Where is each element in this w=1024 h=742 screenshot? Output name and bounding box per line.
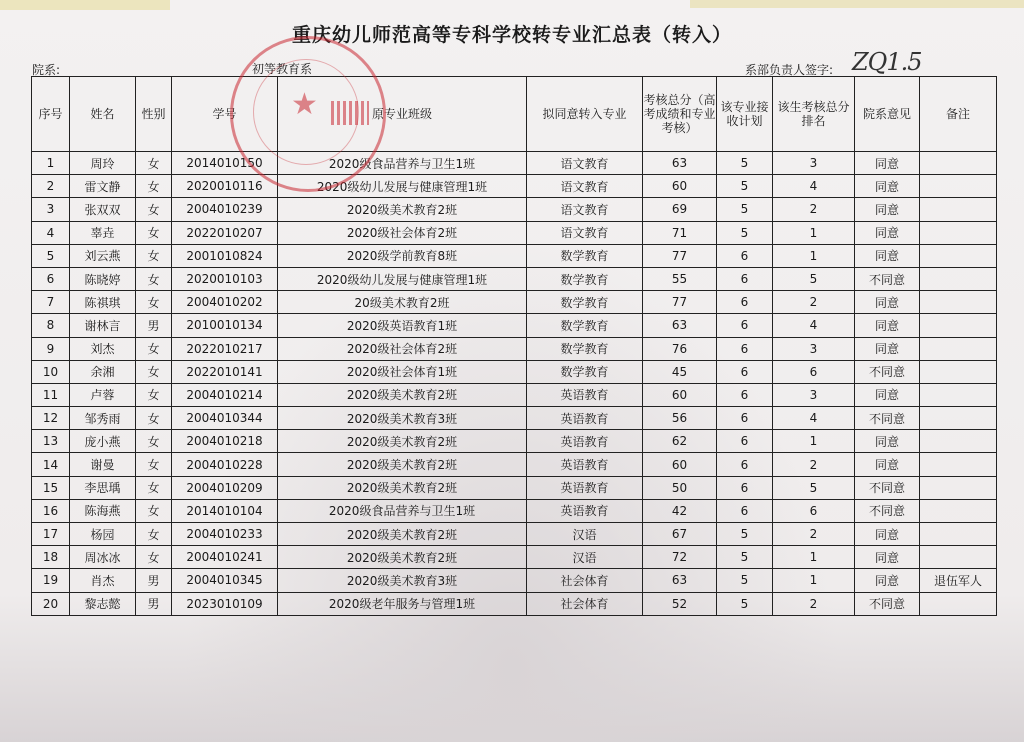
cell-gender: 女: [136, 267, 172, 290]
cell-student-id: 2010010134: [172, 314, 278, 337]
table-row: [32, 453, 997, 476]
cell-name: 陈晓婷: [70, 267, 136, 290]
cell-score-rank: 4: [773, 314, 855, 337]
table-row: [32, 430, 997, 453]
cell-seq: 6: [32, 267, 70, 290]
table-row: [32, 267, 997, 290]
cell-gender: 女: [136, 546, 172, 569]
table-row: [32, 546, 997, 569]
cell-total-score: 55: [643, 267, 717, 290]
cell-target-major: 英语教育: [527, 407, 643, 430]
cell-total-score: 56: [643, 407, 717, 430]
cell-gender: 男: [136, 592, 172, 615]
cell-original-class: 2020级食品营养与卫生1班: [278, 499, 527, 522]
cell-target-major: 数学教育: [527, 267, 643, 290]
cell-score-rank: 6: [773, 360, 855, 383]
cell-target-major: 数学教育: [527, 291, 643, 314]
cell-target-major: 数学教育: [527, 244, 643, 267]
header-score-rank: 该生考核总分排名: [773, 77, 855, 152]
cell-name: 卢蓉: [70, 383, 136, 406]
cell-gender: 女: [136, 198, 172, 221]
cell-dept-opinion: 同意: [855, 383, 920, 406]
table-row: [32, 592, 997, 615]
cell-name: 陈海燕: [70, 499, 136, 522]
cell-admission-plan: 5: [717, 175, 773, 198]
cell-score-rank: 3: [773, 152, 855, 175]
cell-gender: 男: [136, 569, 172, 592]
cell-remark: [920, 152, 997, 175]
cell-remark: [920, 407, 997, 430]
cell-total-score: 63: [643, 569, 717, 592]
cell-seq: 11: [32, 383, 70, 406]
cell-admission-plan: 5: [717, 221, 773, 244]
cell-score-rank: 1: [773, 569, 855, 592]
cell-score-rank: 4: [773, 175, 855, 198]
cell-name: 张双双: [70, 198, 136, 221]
cell-total-score: 76: [643, 337, 717, 360]
header-dept-opinion: 院系意见: [855, 77, 920, 152]
cell-original-class: 2020级社会体育1班: [278, 360, 527, 383]
cell-admission-plan: 6: [717, 314, 773, 337]
cell-dept-opinion: 同意: [855, 152, 920, 175]
seal-star-icon: ★: [291, 87, 318, 122]
cell-gender: 女: [136, 175, 172, 198]
cell-gender: 女: [136, 360, 172, 383]
cell-remark: [920, 476, 997, 499]
cell-seq: 9: [32, 337, 70, 360]
cell-dept-opinion: 同意: [855, 546, 920, 569]
cell-seq: 16: [32, 499, 70, 522]
cell-admission-plan: 6: [717, 430, 773, 453]
cell-score-rank: 5: [773, 476, 855, 499]
cell-student-id: 2004010345: [172, 569, 278, 592]
cell-admission-plan: 6: [717, 244, 773, 267]
cell-admission-plan: 5: [717, 592, 773, 615]
table-row: [32, 221, 997, 244]
cell-remark: [920, 267, 997, 290]
cell-dept-opinion: 不同意: [855, 499, 920, 522]
cell-score-rank: 1: [773, 244, 855, 267]
cell-total-score: 77: [643, 244, 717, 267]
table-row: [32, 314, 997, 337]
cell-original-class: 2020级幼儿发展与健康管理1班: [278, 175, 527, 198]
cell-admission-plan: 6: [717, 407, 773, 430]
cell-name: 刘杰: [70, 337, 136, 360]
cell-remark: [920, 546, 997, 569]
cell-total-score: 45: [643, 360, 717, 383]
cell-original-class: 2020级美术教育3班: [278, 569, 527, 592]
cell-name: 余湘: [70, 360, 136, 383]
cell-name: 刘云燕: [70, 244, 136, 267]
header-total-score: 考核总分（高考成绩和专业考核）: [643, 77, 717, 152]
cell-seq: 1: [32, 152, 70, 175]
cell-target-major: 社会体育: [527, 569, 643, 592]
cell-score-rank: 2: [773, 592, 855, 615]
cell-score-rank: 6: [773, 499, 855, 522]
cell-score-rank: 2: [773, 291, 855, 314]
cell-gender: 女: [136, 523, 172, 546]
cell-admission-plan: 6: [717, 267, 773, 290]
cell-dept-opinion: 同意: [855, 523, 920, 546]
cell-seq: 13: [32, 430, 70, 453]
header-name: 姓名: [70, 77, 136, 152]
cell-target-major: 英语教育: [527, 499, 643, 522]
cell-student-id: 2004010202: [172, 291, 278, 314]
cell-original-class: 2020级美术教育2班: [278, 476, 527, 499]
cell-gender: 女: [136, 152, 172, 175]
cell-name: 黎志懿: [70, 592, 136, 615]
table-row: [32, 244, 997, 267]
table-row: [32, 569, 997, 592]
cell-total-score: 52: [643, 592, 717, 615]
cell-gender: 女: [136, 453, 172, 476]
table-row: [32, 175, 997, 198]
cell-gender: 女: [136, 499, 172, 522]
cell-name: 陈祺琪: [70, 291, 136, 314]
cell-target-major: 语文教育: [527, 221, 643, 244]
cell-student-id: 2023010109: [172, 592, 278, 615]
header-seq: 序号: [32, 77, 70, 152]
cell-remark: [920, 383, 997, 406]
cell-remark: [920, 453, 997, 476]
table-row: [32, 291, 997, 314]
table-row: [32, 476, 997, 499]
cell-student-id: 2014010150: [172, 152, 278, 175]
cell-original-class: 2020级幼儿发展与健康管理1班: [278, 267, 527, 290]
cell-total-score: 62: [643, 430, 717, 453]
cell-seq: 12: [32, 407, 70, 430]
cell-seq: 8: [32, 314, 70, 337]
cell-total-score: 63: [643, 314, 717, 337]
cell-gender: 女: [136, 476, 172, 499]
cell-score-rank: 3: [773, 383, 855, 406]
seal-barcode-mark: [331, 101, 369, 125]
cell-target-major: 英语教育: [527, 383, 643, 406]
table-body: [32, 152, 997, 616]
cell-dept-opinion: 同意: [855, 569, 920, 592]
cell-name: 庞小燕: [70, 430, 136, 453]
cell-gender: 女: [136, 407, 172, 430]
cell-target-major: 英语教育: [527, 453, 643, 476]
cell-dept-opinion: 不同意: [855, 476, 920, 499]
header-admission-plan: 该专业接收计划: [717, 77, 773, 152]
cell-remark: [920, 499, 997, 522]
cell-seq: 15: [32, 476, 70, 499]
cell-original-class: 2020级美术教育2班: [278, 198, 527, 221]
cell-score-rank: 4: [773, 407, 855, 430]
cell-score-rank: 2: [773, 523, 855, 546]
cell-name: 谢林言: [70, 314, 136, 337]
cell-original-class: 2020级美术教育2班: [278, 453, 527, 476]
handwritten-signature: ZQ1.5: [852, 48, 922, 76]
cell-original-class: 2020级美术教育2班: [278, 383, 527, 406]
cell-dept-opinion: 同意: [855, 175, 920, 198]
cell-student-id: 2004010344: [172, 407, 278, 430]
cell-admission-plan: 5: [717, 569, 773, 592]
cell-target-major: 数学教育: [527, 314, 643, 337]
cell-gender: 女: [136, 221, 172, 244]
document-title: 重庆幼儿师范高等专科学校转专业汇总表（转入）: [291, 24, 732, 46]
cell-gender: 女: [136, 337, 172, 360]
cell-original-class: 2020级美术教育2班: [278, 523, 527, 546]
cell-gender: 男: [136, 314, 172, 337]
cell-target-major: 社会体育: [527, 592, 643, 615]
cell-student-id: 2004010239: [172, 198, 278, 221]
dept-label: 院系:: [32, 63, 61, 77]
cell-remark: [920, 523, 997, 546]
signature-label: 系部负责人签字:: [745, 63, 834, 77]
cell-seq: 7: [32, 291, 70, 314]
cell-name: 肖杰: [70, 569, 136, 592]
cell-dept-opinion: 同意: [855, 337, 920, 360]
cell-dept-opinion: 不同意: [855, 360, 920, 383]
cell-student-id: 2020010116: [172, 175, 278, 198]
table-row: [32, 523, 997, 546]
cell-student-id: 2004010214: [172, 383, 278, 406]
cell-dept-opinion: 不同意: [855, 267, 920, 290]
cell-student-id: 2014010104: [172, 499, 278, 522]
cell-gender: 女: [136, 383, 172, 406]
cell-dept-opinion: 同意: [855, 314, 920, 337]
cell-admission-plan: 6: [717, 337, 773, 360]
cell-name: 邹秀雨: [70, 407, 136, 430]
cell-original-class: 2020级老年服务与管理1班: [278, 592, 527, 615]
header-original-class: 原专业班级: [278, 77, 527, 152]
cell-dept-opinion: 同意: [855, 291, 920, 314]
cell-admission-plan: 6: [717, 360, 773, 383]
cell-remark: [920, 430, 997, 453]
cell-gender: 女: [136, 244, 172, 267]
cell-remark: [920, 244, 997, 267]
cell-student-id: 2004010228: [172, 453, 278, 476]
dept-value: 初等教育系: [252, 62, 313, 76]
cell-total-score: 60: [643, 383, 717, 406]
cell-name: 雷文静: [70, 175, 136, 198]
cell-total-score: 69: [643, 198, 717, 221]
cell-original-class: 20级美术教育2班: [278, 291, 527, 314]
cell-original-class: 2020级学前教育8班: [278, 244, 527, 267]
cell-admission-plan: 5: [717, 198, 773, 221]
header-remark: 备注: [920, 77, 997, 152]
tape-strip-left: [0, 0, 170, 10]
cell-original-class: 2020级社会体育2班: [278, 337, 527, 360]
cell-target-major: 数学教育: [527, 360, 643, 383]
header-target-major: 拟同意转入专业: [527, 77, 643, 152]
cell-student-id: 2004010209: [172, 476, 278, 499]
cell-admission-plan: 6: [717, 383, 773, 406]
cell-admission-plan: 6: [717, 291, 773, 314]
cell-original-class: 2020级美术教育3班: [278, 407, 527, 430]
cell-remark: [920, 175, 997, 198]
cell-score-rank: 2: [773, 198, 855, 221]
cell-dept-opinion: 同意: [855, 221, 920, 244]
cell-student-id: 2022010207: [172, 221, 278, 244]
cell-name: 辜垚: [70, 221, 136, 244]
cell-dept-opinion: 不同意: [855, 407, 920, 430]
cell-seq: 14: [32, 453, 70, 476]
cell-remark: [920, 592, 997, 615]
cell-admission-plan: 6: [717, 476, 773, 499]
cell-name: 周冰冰: [70, 546, 136, 569]
cell-target-major: 语文教育: [527, 198, 643, 221]
cell-total-score: 60: [643, 453, 717, 476]
official-seal-stamp: [230, 36, 386, 192]
cell-student-id: 2001010824: [172, 244, 278, 267]
cell-target-major: 语文教育: [527, 152, 643, 175]
cell-original-class: 2020级社会体育2班: [278, 221, 527, 244]
cell-remark: 退伍军人: [920, 569, 997, 592]
cell-student-id: 2004010233: [172, 523, 278, 546]
cell-dept-opinion: 同意: [855, 453, 920, 476]
cell-original-class: 2020级美术教育2班: [278, 546, 527, 569]
cell-name: 杨园: [70, 523, 136, 546]
cell-student-id: 2022010217: [172, 337, 278, 360]
cell-seq: 18: [32, 546, 70, 569]
cell-admission-plan: 5: [717, 523, 773, 546]
cell-dept-opinion: 不同意: [855, 592, 920, 615]
cell-seq: 4: [32, 221, 70, 244]
table-header-row: [32, 77, 997, 152]
cell-total-score: 71: [643, 221, 717, 244]
table-row: [32, 198, 997, 221]
cell-seq: 2: [32, 175, 70, 198]
header-student-id: 学号: [172, 77, 278, 152]
cell-target-major: 汉语: [527, 523, 643, 546]
cell-score-rank: 5: [773, 267, 855, 290]
cell-dept-opinion: 同意: [855, 430, 920, 453]
cell-remark: [920, 198, 997, 221]
tape-strip-right: [690, 0, 1024, 8]
table-row: [32, 407, 997, 430]
cell-admission-plan: 5: [717, 546, 773, 569]
cell-target-major: 英语教育: [527, 430, 643, 453]
cell-score-rank: 2: [773, 453, 855, 476]
cell-admission-plan: 6: [717, 499, 773, 522]
cell-student-id: 2020010103: [172, 267, 278, 290]
cell-seq: 20: [32, 592, 70, 615]
cell-gender: 女: [136, 430, 172, 453]
cell-original-class: 2020级英语教育1班: [278, 314, 527, 337]
cell-seq: 19: [32, 569, 70, 592]
cell-name: 李思瑀: [70, 476, 136, 499]
cell-total-score: 77: [643, 291, 717, 314]
cell-score-rank: 1: [773, 221, 855, 244]
cell-remark: [920, 314, 997, 337]
cell-total-score: 50: [643, 476, 717, 499]
cell-remark: [920, 360, 997, 383]
cell-target-major: 英语教育: [527, 476, 643, 499]
cell-score-rank: 1: [773, 546, 855, 569]
cell-total-score: 67: [643, 523, 717, 546]
cell-target-major: 数学教育: [527, 337, 643, 360]
cell-remark: [920, 291, 997, 314]
cell-target-major: 汉语: [527, 546, 643, 569]
table-row: [32, 337, 997, 360]
cell-total-score: 42: [643, 499, 717, 522]
cell-student-id: 2004010241: [172, 546, 278, 569]
transfer-summary-table: [31, 76, 997, 616]
cell-total-score: 72: [643, 546, 717, 569]
cell-admission-plan: 5: [717, 152, 773, 175]
cell-name: 谢曼: [70, 453, 136, 476]
cell-seq: 3: [32, 198, 70, 221]
cell-remark: [920, 337, 997, 360]
cell-dept-opinion: 同意: [855, 198, 920, 221]
table-row: [32, 383, 997, 406]
table-row: [32, 152, 997, 175]
cell-original-class: 2020级美术教育2班: [278, 430, 527, 453]
table-row: [32, 499, 997, 522]
cell-student-id: 2022010141: [172, 360, 278, 383]
cell-remark: [920, 221, 997, 244]
cell-seq: 5: [32, 244, 70, 267]
cell-dept-opinion: 同意: [855, 244, 920, 267]
header-gender: 性别: [136, 77, 172, 152]
table-row: [32, 360, 997, 383]
cell-original-class: 2020级食品营养与卫生1班: [278, 152, 527, 175]
cell-target-major: 语文教育: [527, 175, 643, 198]
cell-score-rank: 3: [773, 337, 855, 360]
cell-score-rank: 1: [773, 430, 855, 453]
cell-seq: 17: [32, 523, 70, 546]
cell-seq: 10: [32, 360, 70, 383]
cell-name: 周玲: [70, 152, 136, 175]
cell-student-id: 2004010218: [172, 430, 278, 453]
cell-total-score: 60: [643, 175, 717, 198]
cell-gender: 女: [136, 291, 172, 314]
cell-admission-plan: 6: [717, 453, 773, 476]
cell-total-score: 63: [643, 152, 717, 175]
